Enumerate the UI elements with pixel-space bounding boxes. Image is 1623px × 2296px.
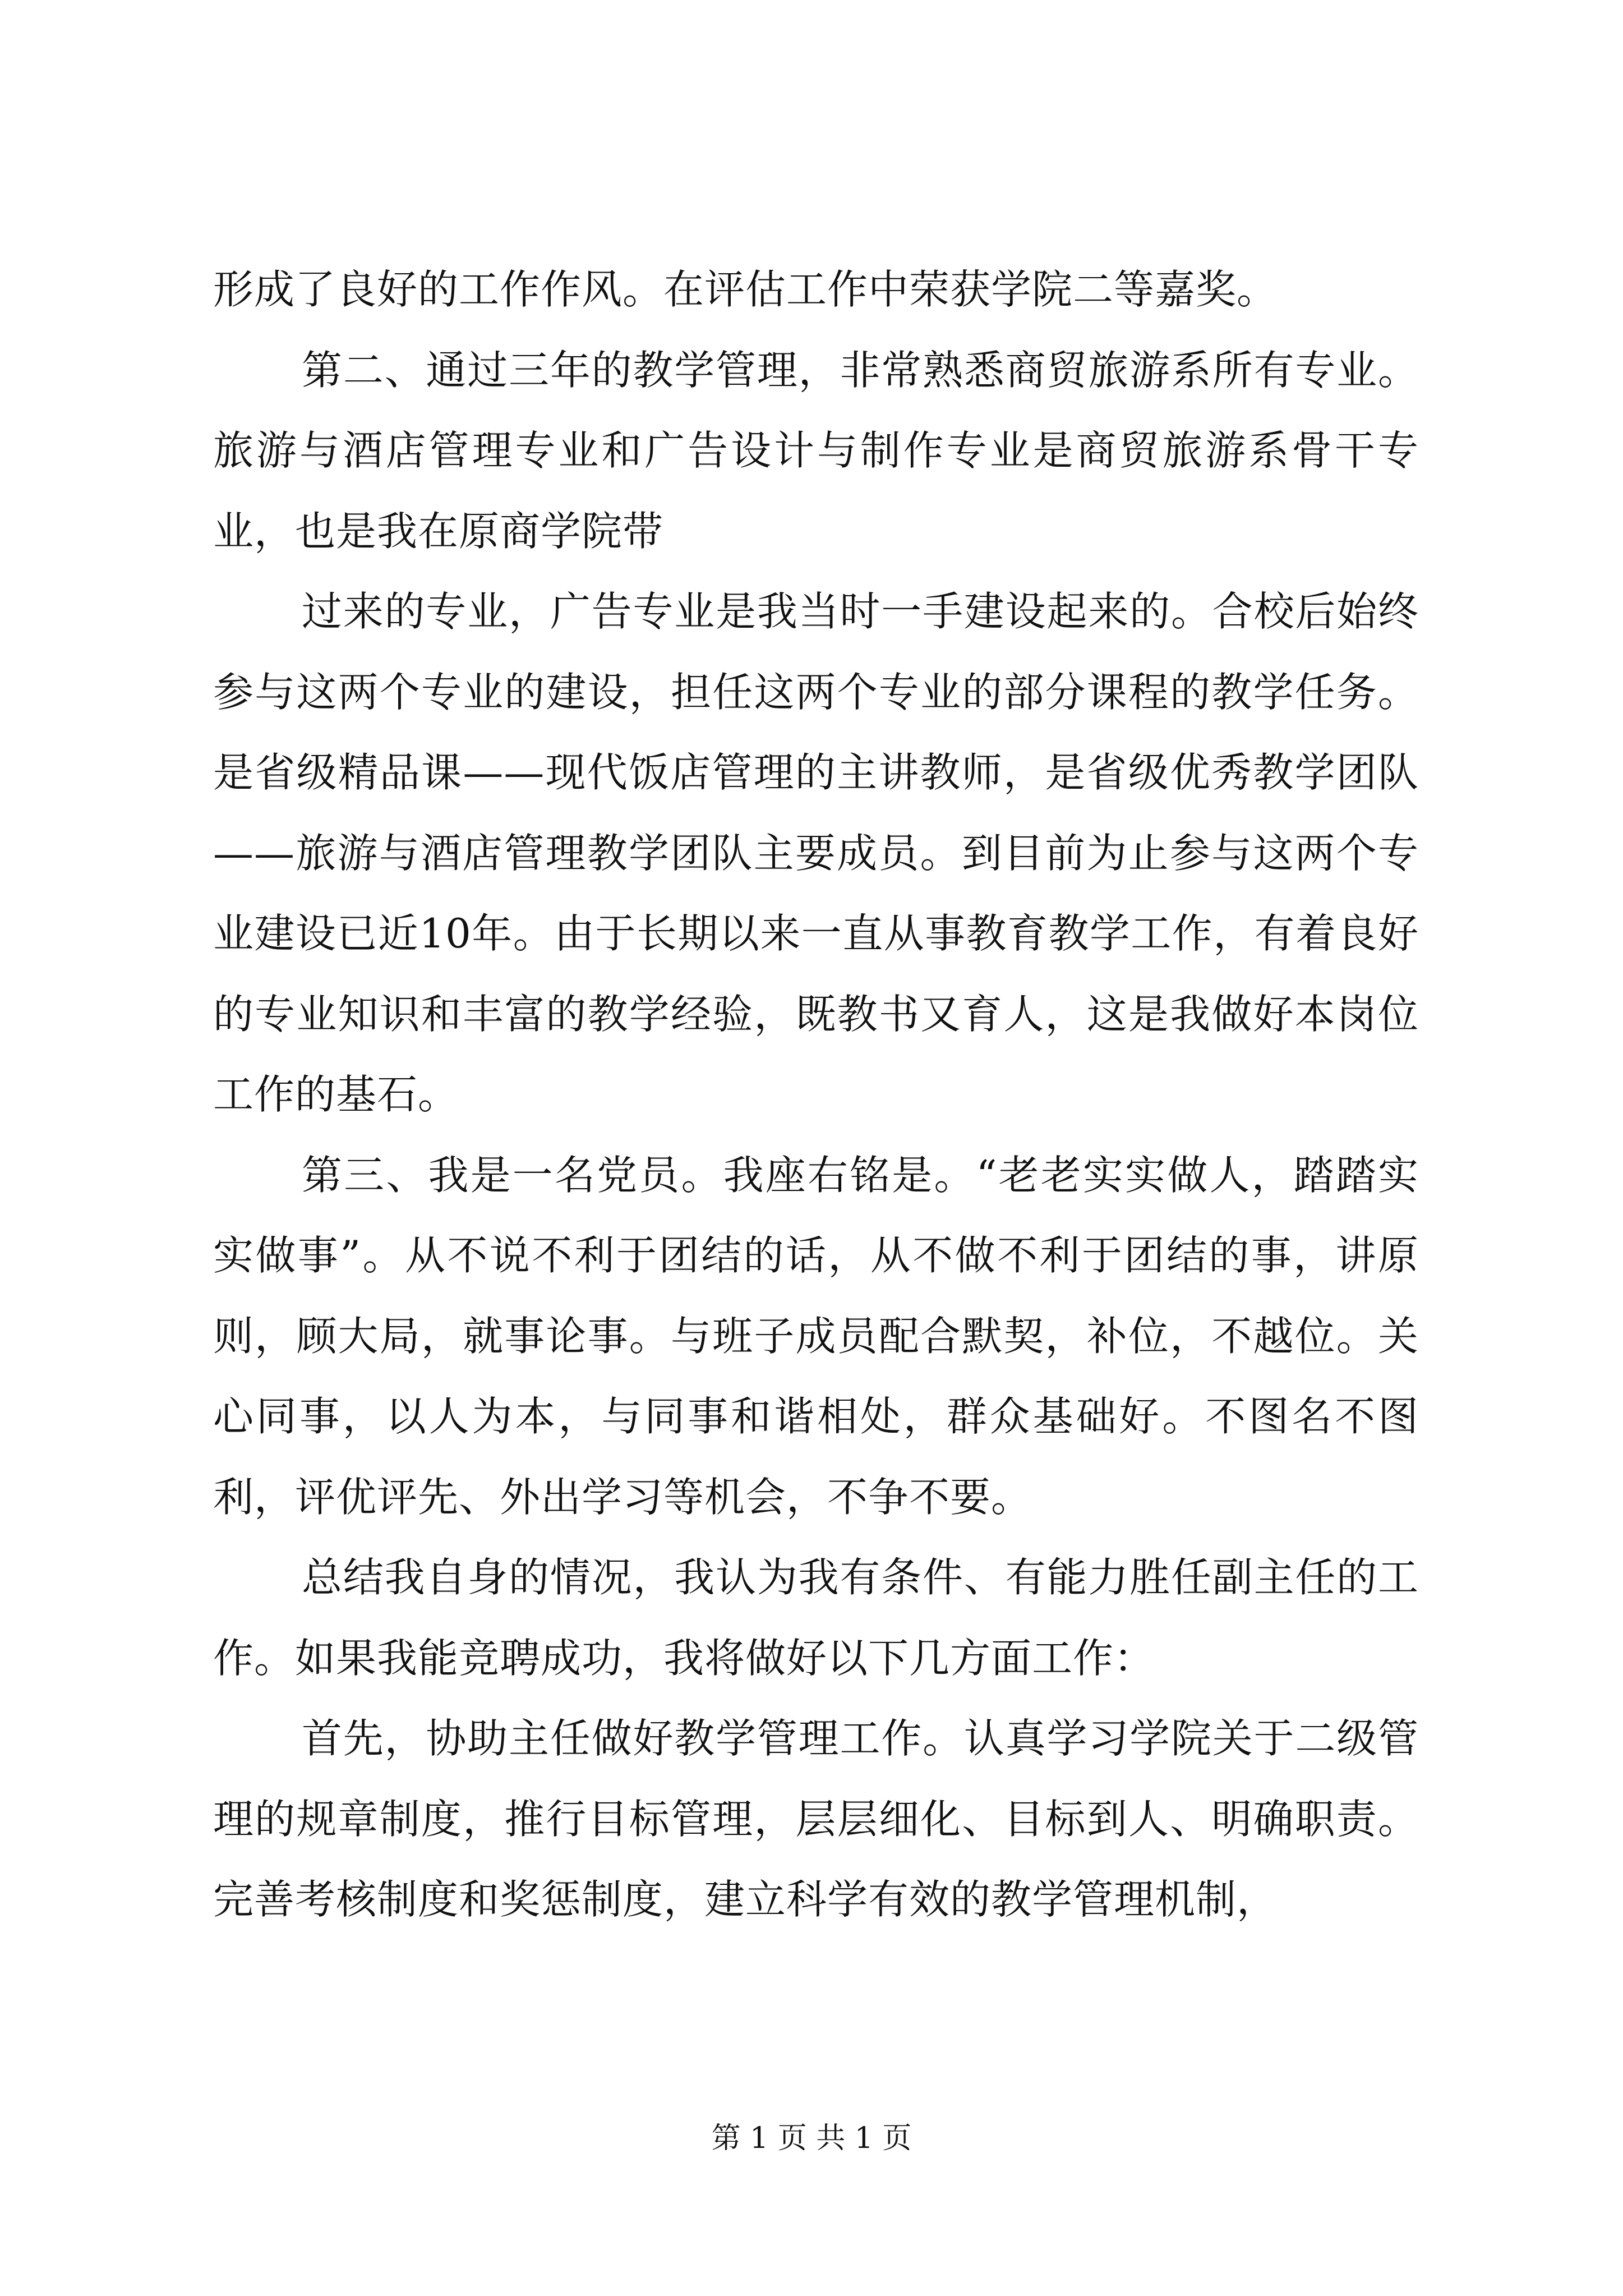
paragraph-1: 形成了良好的工作作风。在评估工作中荣获学院二等嘉奖。 — [213, 266, 1278, 313]
paragraph-5: 总结我自身的情况，我认为我有条件、有能力胜任副主任的工作。如果我能竞聘成功，我将做好以下几方面工作： — [213, 1554, 1419, 1682]
paragraph-3: 过来的专业，广告专业是我当时一手建设起来的。合校后始终参与这两个专业的建设，担任这两个专业的部分课程的教学任务。是省级精品课——现代饭店管理的主讲教师，是省级优秀教学团队——旅游与酒店管理教学团队主要成员。到目前为止参与这两个专业建设已近10年。由于长期以来一直从事教育教学工作，有着良好的专业知识和丰富的教学经验，既教书又育人，这是我做好本岗位工作的基石。 — [213, 588, 1419, 1118]
paragraph-2: 第二、通过三年的教学管理，非常熟悉商贸旅游系所有专业。旅游与酒店管理专业和广告设计与制作专业是商贸旅游系骨干专业，也是我在原商学院带 — [213, 346, 1419, 555]
paragraph-4: 第三、我是一名党员。我座右铭是。“老老实实做人，踏踏实实做事”。从不说不利于团结的话，从不做不利于团结的事，讲原则，顾大局，就事论事。与班子成员配合默契，补位，不越位。关心同事，以人为本，与同事和谐相处，群众基础好。不图名不图利，评优评先、外出学习等机会，不争不要。 — [213, 1151, 1419, 1521]
document-body — [213, 250, 1419, 1940]
paragraph-6: 首先，协助主任做好教学管理工作。认真学习学院关于二级管理的规章制度，推行目标管理，层层细化、目标到人、明确职责。完善考核制度和奖惩制度，建立科学有效的教学管理机制， — [213, 1715, 1419, 1923]
page-footer: 第 1 页 共 1 页 — [711, 2122, 912, 2155]
